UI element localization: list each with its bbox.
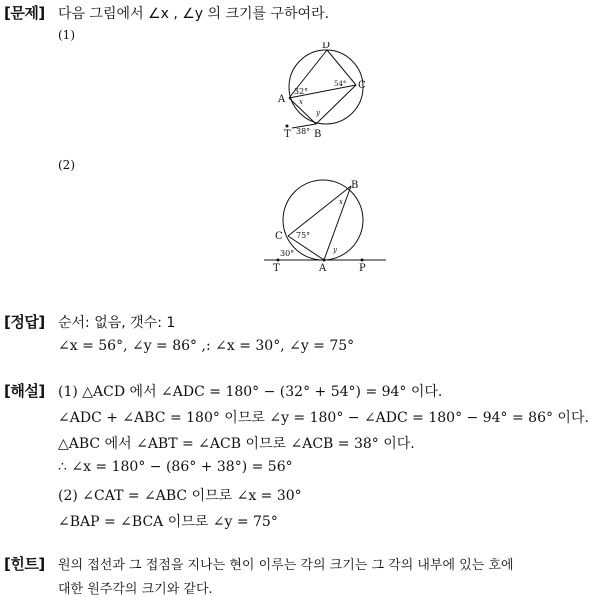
hint-line-1: 원의 접선과 그 접점을 지나는 현이 이루는 각의 크기는 그 각의 내부에 있는 호에 xyxy=(58,558,514,573)
part2-label: (2) xyxy=(58,158,75,172)
fig2-label-t: T xyxy=(273,263,280,274)
solution-line-1: (1) △ACD 에서 ∠ADC = 180° − (32° + 54°) = 94° 이다. xyxy=(58,384,443,400)
fig1-var-y: y xyxy=(316,109,320,117)
solution-line-6: ∠BAP = ∠BCA 이므로 ∠y = 75° xyxy=(58,514,278,530)
fig2-point-p xyxy=(361,259,364,262)
fig2-circle xyxy=(283,180,363,260)
figure-1 xyxy=(272,42,382,140)
fig1-angle-t: 38° xyxy=(296,127,311,136)
answer-tag: [정답] xyxy=(4,313,45,331)
hint-line-2: 대한 원주각의 크기와 같다. xyxy=(58,582,213,597)
part1-label: (1) xyxy=(58,28,75,42)
fig1-label-c: C xyxy=(358,80,366,91)
fig2-point-t xyxy=(277,259,280,262)
solution-line-4: ∴ ∠x = 180° − (86° + 38°) = 56° xyxy=(58,459,293,475)
fig2-var-y: y xyxy=(333,246,337,254)
fig1-label-d: D xyxy=(322,42,331,51)
figure-2 xyxy=(262,176,392,274)
fig2-label-c: C xyxy=(275,231,283,242)
fig2-var-x: x xyxy=(339,198,343,206)
fig1-label-b: B xyxy=(314,129,322,140)
fig2-label-a: A xyxy=(319,263,327,274)
fig1-angle-c: 54° xyxy=(334,80,347,88)
fig2-angle-t: 30° xyxy=(280,249,295,258)
solution-line-5: (2) ∠CAT = ∠ABC 이므로 ∠x = 30° xyxy=(58,488,302,504)
fig1-point-t xyxy=(286,125,289,128)
solution-line-3: △ABC 에서 ∠ABT = ∠ACB 이므로 ∠ACB = 38° 이다. xyxy=(58,436,415,452)
problem-tag: [문제] xyxy=(4,4,45,22)
problem-text: 다음 그림에서 ∠x , ∠y 의 크기를 구하여라. xyxy=(58,6,330,22)
fig2-angle-c: 75° xyxy=(296,231,311,240)
fig1-label-a: A xyxy=(278,94,286,105)
hint-tag: [힌트] xyxy=(4,555,45,573)
fig2-label-b: B xyxy=(351,180,359,191)
fig2-label-p: P xyxy=(359,263,366,274)
solution-tag: [해설] xyxy=(4,382,45,400)
fig1-label-t: T xyxy=(284,129,291,140)
fig1-angle-a: 32° xyxy=(294,87,309,96)
solution-line-2: ∠ADC + ∠ABC = 180° 이므로 ∠y = 180° − ∠ADC = 180° − 94° = 86° 이다. xyxy=(58,410,589,426)
answer-line-1: 순서: 없음, 갯수: 1 xyxy=(58,315,176,331)
answer-line-2: ∠x = 56°, ∠y = 86° ,: ∠x = 30°, ∠y = 75° xyxy=(58,338,355,354)
fig2-point-a xyxy=(323,259,326,262)
fig1-var-x: x xyxy=(299,98,303,106)
